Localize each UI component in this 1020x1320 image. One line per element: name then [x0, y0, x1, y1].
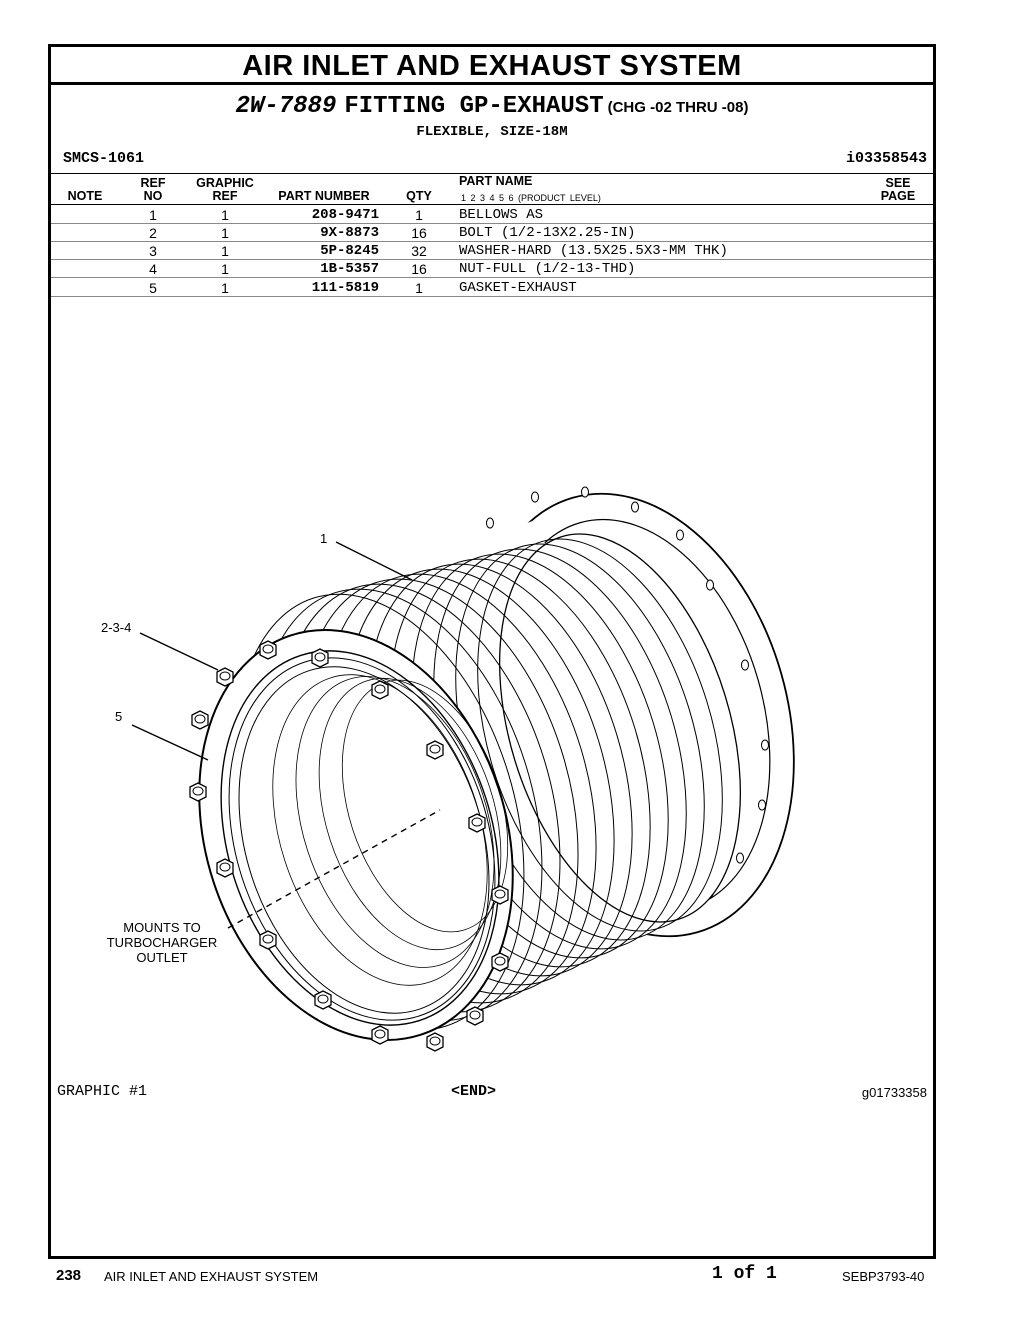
row-graphic-ref: 1	[221, 280, 229, 296]
row-divider	[51, 296, 933, 297]
row-part-name: BELLOWS AS	[459, 207, 544, 223]
footer-section-title: AIR INLET AND EXHAUST SYSTEM	[104, 1269, 319, 1284]
row-ref-no: 5	[149, 280, 157, 296]
assembly-description: FLEXIBLE, SIZE-18M	[416, 124, 568, 140]
product-levels: 1 2 3 4 5 6 (PRODUCT LEVEL)	[461, 193, 601, 203]
row-graphic-ref: 1	[221, 261, 229, 277]
col-graphic-ref-bottom: REF	[212, 189, 238, 203]
callout-1: 1	[320, 531, 328, 546]
callout-5: 5	[115, 709, 123, 724]
assembly-heading	[51, 93, 933, 120]
col-graphic-ref-top: GRAPHIC	[196, 176, 254, 190]
row-qty: 1	[415, 207, 423, 223]
graphic-label: GRAPHIC #1	[57, 1083, 148, 1100]
row-qty: 32	[411, 243, 427, 259]
document-id: SEBP3793-40	[842, 1269, 925, 1284]
col-note: NOTE	[67, 189, 103, 203]
row-part-name: WASHER-HARD (13.5X25.5X3-MM THK)	[459, 243, 728, 259]
row-graphic-ref: 1	[221, 225, 229, 241]
exhaust-fitting-illustration	[80, 470, 800, 1060]
smcs-code: SMCS-1061	[63, 150, 145, 167]
row-part-number[interactable]: 111-5819	[311, 280, 379, 296]
row-qty: 1	[415, 280, 423, 296]
row-part-name: GASKET-EXHAUST	[459, 280, 577, 296]
row-qty: 16	[411, 225, 427, 241]
col-ref-no-bottom: NO	[143, 189, 163, 203]
row-divider	[51, 277, 933, 278]
table-header-bottom-rule	[51, 204, 933, 205]
row-graphic-ref: 1	[221, 207, 229, 223]
row-qty: 16	[411, 261, 427, 277]
row-part-number[interactable]: 5P-8245	[320, 243, 379, 259]
row-ref-no: 3	[149, 243, 157, 259]
mounts-note-line-2: TURBOCHARGER	[106, 935, 218, 950]
assembly-part-number[interactable]: 2W-7889	[235, 93, 337, 120]
row-graphic-ref: 1	[221, 243, 229, 259]
mounts-note-line-3: OUTLET	[136, 950, 188, 965]
illustration-id: i03358543	[845, 150, 927, 167]
col-part-name: PART NAME	[459, 174, 533, 188]
row-ref-no: 4	[149, 261, 157, 277]
page-number: 238	[56, 1267, 82, 1284]
row-part-number[interactable]: 9X-8873	[320, 225, 379, 241]
row-part-name: BOLT (1/2-13X2.25-IN)	[459, 225, 636, 241]
callout-2-3-4: 2-3-4	[101, 620, 132, 635]
col-ref-no-top: REF	[140, 176, 166, 190]
serial-range: (CHG -02 THRU -08)	[607, 99, 749, 116]
col-part-number: PART NUMBER	[278, 189, 370, 203]
row-ref-no: 1	[149, 207, 157, 223]
col-qty: QTY	[406, 189, 432, 203]
mounts-note-line-1: MOUNTS TO	[123, 920, 201, 935]
assembly-part-name: FITTING GP-EXHAUST	[344, 93, 604, 120]
row-part-name: NUT-FULL (1/2-13-THD)	[459, 261, 636, 277]
col-see-page-top: SEE	[885, 176, 911, 190]
graphic-id: g01733358	[861, 1085, 927, 1100]
row-ref-no: 2	[149, 225, 157, 241]
end-marker: <END>	[451, 1083, 497, 1100]
section-title: AIR INLET AND EXHAUST SYSTEM	[51, 47, 933, 85]
row-part-number[interactable]: 208-9471	[311, 207, 379, 223]
row-part-number[interactable]: 1B-5357	[320, 261, 379, 277]
page-of: 1 of 1	[712, 1264, 777, 1284]
col-see-page-bottom: PAGE	[880, 189, 916, 203]
